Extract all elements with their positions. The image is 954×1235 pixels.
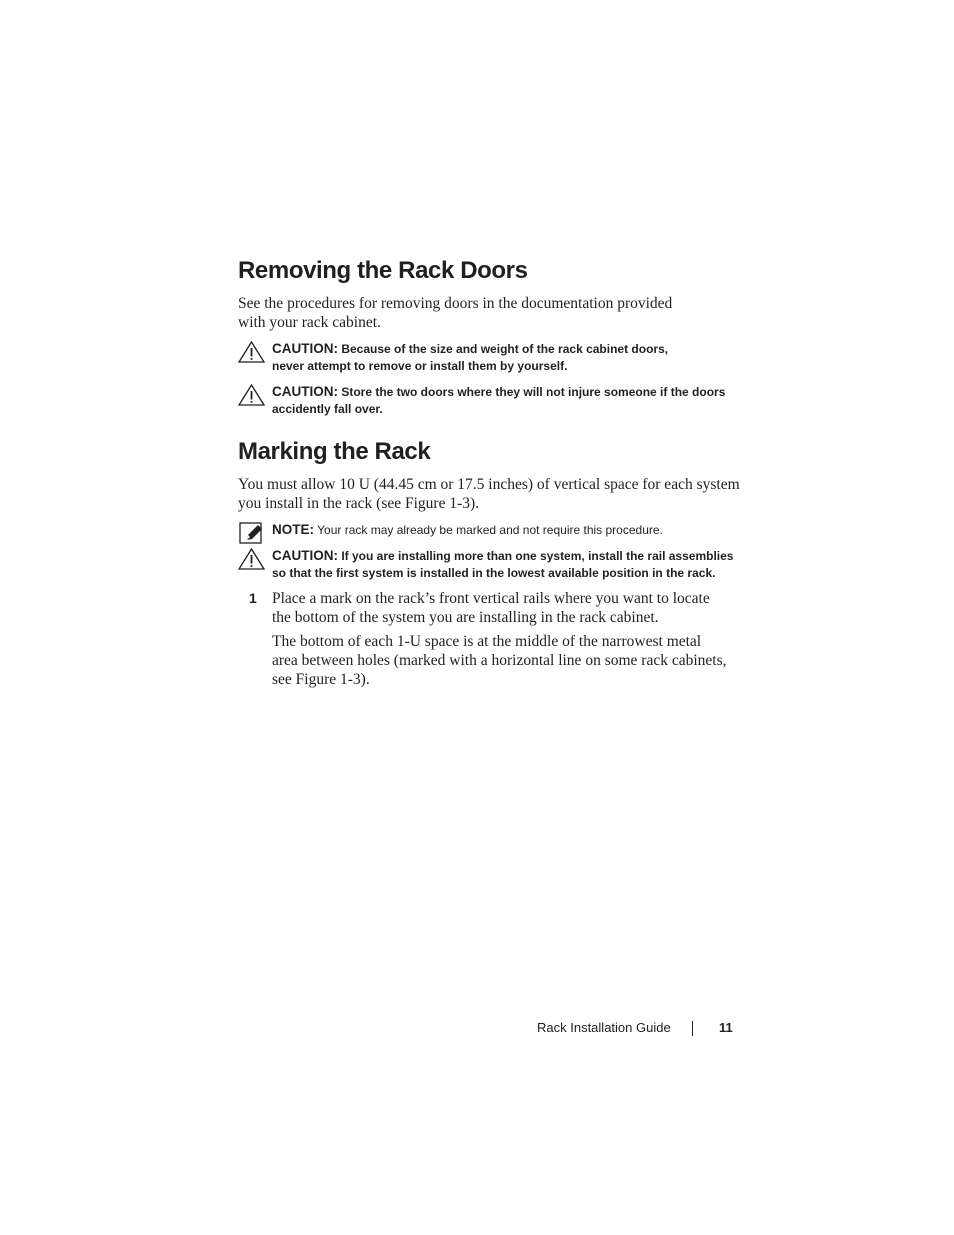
text-line: the bottom of the system you are installing in the rack cabinet. (272, 609, 659, 626)
caution-text: Because of the size and weight of the rack cabinet doors, (341, 342, 669, 356)
text-line: You must allow 10 U (44.45 cm or 17.5 inches) of vertical space for each system (238, 476, 740, 493)
caution-triangle-icon (238, 341, 265, 363)
caution-label: CAUTION: (272, 548, 338, 563)
step-1-detail (272, 632, 742, 689)
footer-page-number: 11 (719, 1020, 733, 1035)
text-line: with your rack cabinet. (238, 314, 381, 331)
text-line: area between holes (marked with a horizontal line on some rack cabinets, (272, 652, 727, 669)
caution-triangle-icon (238, 548, 265, 570)
caution-text: If you are installing more than one system, install the rail assemblies (341, 549, 734, 563)
text-line: see Figure 1-3). (272, 671, 370, 688)
footer-guide-title: Rack Installation Guide (537, 1020, 671, 1035)
text-line: See the procedures for removing doors in the documentation provided (238, 295, 673, 312)
caution-text: never attempt to remove or install them by yourself. (272, 359, 568, 373)
caution-text: so that the first system is installed in the lowest available position in the rack. (272, 566, 716, 580)
caution-label: CAUTION: (272, 341, 338, 356)
caution-triangle-icon (238, 384, 265, 406)
heading-marking-rack: Marking the Rack (238, 438, 431, 465)
heading-removing-rack-doors: Removing the Rack Doors (238, 257, 528, 284)
step-1-instruction (272, 589, 742, 627)
text-line: Place a mark on the rack’s front vertical rails where you want to locate (272, 590, 710, 607)
caution-text: Store the two doors where they will not injure someone if the doors (341, 385, 726, 399)
caution-text: accidently fall over. (272, 402, 383, 416)
caution-door-weight (238, 340, 738, 376)
step-number: 1 (249, 590, 257, 606)
text-line: you install in the rack (see Figure 1-3). (238, 495, 480, 512)
note-pencil-icon (238, 522, 265, 544)
note-rack-marked (238, 521, 738, 541)
paragraph-vertical-space (238, 475, 738, 513)
footer-separator (692, 1021, 693, 1036)
paragraph-removing-doors (238, 294, 738, 332)
note-label: NOTE: (272, 522, 314, 537)
text-line: The bottom of each 1-U space is at the middle of the narrowest metal (272, 633, 702, 650)
note-text: Your rack may already be marked and not require this procedure. (317, 523, 663, 537)
caution-label: CAUTION: (272, 384, 338, 399)
caution-multiple-systems (238, 547, 738, 583)
caution-door-storage (238, 383, 738, 419)
